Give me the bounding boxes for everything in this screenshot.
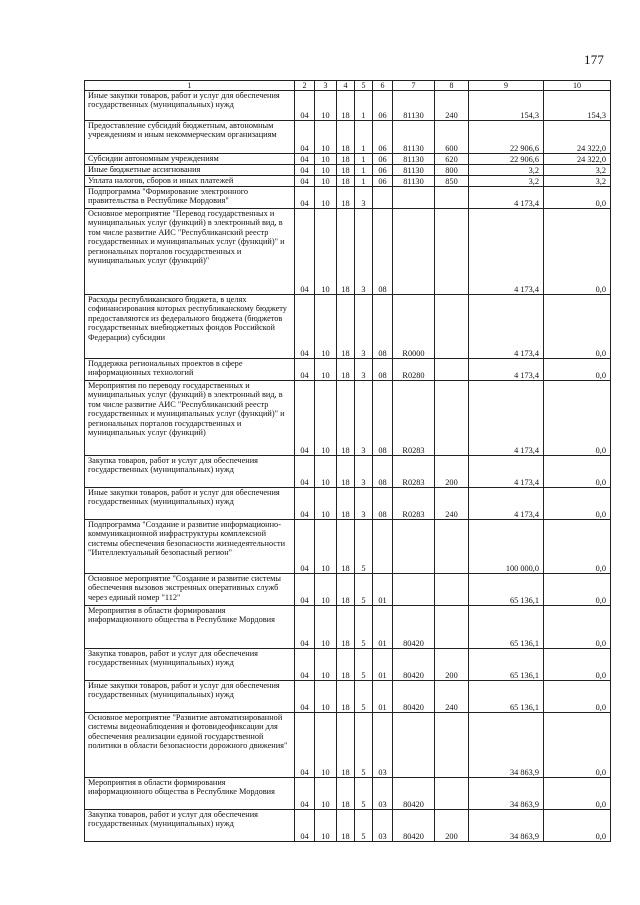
column-number: 3: [315, 81, 337, 91]
subsection-code: 10: [315, 187, 337, 209]
subprogram-code: 1: [355, 176, 373, 187]
direction-code: 81130: [393, 121, 435, 154]
activity-code: 01: [373, 681, 393, 713]
amount-year-2: 0,0: [544, 574, 611, 606]
program-code: 18: [337, 295, 355, 359]
section-code: 04: [295, 778, 315, 810]
direction-code: 81130: [393, 165, 435, 176]
section-code: 04: [295, 121, 315, 154]
activity-code: 01: [373, 574, 393, 606]
table-row: [85, 713, 611, 778]
column-number: 8: [435, 81, 469, 91]
direction-code: 80420: [393, 681, 435, 713]
section-code: 04: [295, 209, 315, 295]
subsection-code: 10: [315, 810, 337, 842]
subprogram-code: 1: [355, 121, 373, 154]
subsection-code: 10: [315, 456, 337, 488]
section-code: 04: [295, 681, 315, 713]
subsection-code: 10: [315, 91, 337, 121]
subsection-code: 10: [315, 154, 337, 165]
expense-name-cell: [85, 810, 295, 842]
expense-type-code: [435, 574, 469, 606]
expense-type-code: 600: [435, 121, 469, 154]
amount-year-1: 4 173,4: [469, 488, 544, 520]
subprogram-code: 5: [355, 574, 373, 606]
activity-code: 08: [373, 295, 393, 359]
subprogram-code: 3: [355, 359, 373, 381]
section-code: 04: [295, 606, 315, 649]
subsection-code: 10: [315, 778, 337, 810]
direction-code: [393, 209, 435, 295]
amount-year-2: 0,0: [544, 606, 611, 649]
amount-year-1: 4 173,4: [469, 187, 544, 209]
amount-year-1: 100 000,0: [469, 520, 544, 574]
program-code: 18: [337, 681, 355, 713]
column-number: 5: [355, 81, 373, 91]
section-code: 04: [295, 359, 315, 381]
activity-code: 08: [373, 359, 393, 381]
amount-year-2: 0,0: [544, 488, 611, 520]
table-row: [85, 520, 611, 574]
subprogram-code: 3: [355, 295, 373, 359]
expense-name-cell: [85, 574, 295, 606]
expense-name: Субсидии автономным учреждениям: [88, 154, 219, 163]
subprogram-code: 3: [355, 488, 373, 520]
amount-year-2: 3,2: [544, 165, 611, 176]
expense-name-cell: [85, 187, 295, 209]
direction-code: 80420: [393, 810, 435, 842]
section-code: 04: [295, 176, 315, 187]
direction-code: [393, 574, 435, 606]
activity-code: 06: [373, 154, 393, 165]
table-row: [85, 681, 611, 713]
expense-type-code: [435, 187, 469, 209]
amount-year-1: 34 863,9: [469, 713, 544, 778]
expense-type-code: [435, 381, 469, 456]
expense-name: Закупка товаров, работ и услуг для обеспечения государственных (муниципальных) нужд: [88, 810, 258, 829]
amount-year-1: 65 136,1: [469, 574, 544, 606]
expense-type-code: [435, 713, 469, 778]
table-row: [85, 165, 611, 176]
expense-type-code: [435, 209, 469, 295]
column-number-row: [85, 81, 611, 91]
section-code: 04: [295, 187, 315, 209]
amount-year-2: 0,0: [544, 681, 611, 713]
amount-year-1: 34 863,9: [469, 778, 544, 810]
expense-type-code: 200: [435, 810, 469, 842]
program-code: 18: [337, 359, 355, 381]
column-number: 9: [469, 81, 544, 91]
subprogram-code: 3: [355, 381, 373, 456]
expense-name: Основное мероприятие "Развитие автоматизированной системы видеонаблюдения и фотовидеофиксации для обеспечения реализации единой государственной политики в области безопасности дорожного движения": [88, 713, 288, 751]
subprogram-code: 5: [355, 606, 373, 649]
expense-name-cell: [85, 165, 295, 176]
table-row: [85, 154, 611, 165]
amount-year-1: 34 863,9: [469, 810, 544, 842]
expense-name: Мероприятия в области формирования информационного общества в Республике Мордовия: [88, 606, 275, 625]
subsection-code: 10: [315, 381, 337, 456]
section-code: 04: [295, 295, 315, 359]
expense-name: Иные закупки товаров, работ и услуг для обеспечения государственных (муниципальных) нужд: [88, 488, 280, 507]
amount-year-1: 4 173,4: [469, 295, 544, 359]
subsection-code: 10: [315, 649, 337, 681]
expense-name: Поддержка региональных проектов в сфере информационных технологий: [88, 359, 243, 378]
expense-name-cell: [85, 713, 295, 778]
subsection-code: 10: [315, 713, 337, 778]
column-number: 7: [393, 81, 435, 91]
program-code: 18: [337, 121, 355, 154]
expense-name-cell: [85, 154, 295, 165]
activity-code: 01: [373, 649, 393, 681]
amount-year-2: 3,2: [544, 176, 611, 187]
section-code: 04: [295, 488, 315, 520]
table-row: [85, 187, 611, 209]
expense-name-cell: [85, 488, 295, 520]
program-code: 18: [337, 488, 355, 520]
amount-year-2: 154,3: [544, 91, 611, 121]
table-row: [85, 810, 611, 842]
expense-type-code: [435, 359, 469, 381]
expense-type-code: 620: [435, 154, 469, 165]
subsection-code: 10: [315, 359, 337, 381]
column-number: 4: [337, 81, 355, 91]
amount-year-2: 0,0: [544, 295, 611, 359]
subsection-code: 10: [315, 606, 337, 649]
amount-year-2: 0,0: [544, 713, 611, 778]
section-code: 04: [295, 381, 315, 456]
expense-name: Расходы республиканского бюджета, в целях софинансирования которых республиканскому бюджету предоставляются из федерального бюджета (бюджетов государственных внебюджетных фондов Российской Федерации) субсидии: [88, 295, 287, 342]
activity-code: 03: [373, 713, 393, 778]
expense-name-cell: [85, 359, 295, 381]
expense-name-cell: [85, 176, 295, 187]
table-row: [85, 359, 611, 381]
direction-code: [393, 520, 435, 574]
expense-type-code: 200: [435, 649, 469, 681]
program-code: 18: [337, 154, 355, 165]
amount-year-1: 154,3: [469, 91, 544, 121]
table-body: [85, 91, 611, 842]
activity-code: [373, 187, 393, 209]
program-code: 18: [337, 165, 355, 176]
activity-code: 08: [373, 209, 393, 295]
activity-code: 06: [373, 91, 393, 121]
program-code: 18: [337, 778, 355, 810]
direction-code: [393, 187, 435, 209]
subprogram-code: 5: [355, 778, 373, 810]
subsection-code: 10: [315, 295, 337, 359]
expense-name: Иные бюджетные ассигнования: [88, 165, 201, 174]
table-row: [85, 606, 611, 649]
subprogram-code: 5: [355, 520, 373, 574]
program-code: 18: [337, 176, 355, 187]
section-code: 04: [295, 165, 315, 176]
amount-year-1: 4 173,4: [469, 456, 544, 488]
program-code: 18: [337, 606, 355, 649]
budget-table: [84, 80, 611, 842]
page-number: 177: [584, 52, 605, 67]
table-row: [85, 574, 611, 606]
table-row: [85, 91, 611, 121]
amount-year-2: 0,0: [544, 381, 611, 456]
expense-name: Закупка товаров, работ и услуг для обеспечения государственных (муниципальных) нужд: [88, 649, 258, 668]
section-code: 04: [295, 713, 315, 778]
direction-code: 80420: [393, 778, 435, 810]
subsection-code: 10: [315, 121, 337, 154]
subprogram-code: 5: [355, 810, 373, 842]
direction-code: R0283: [393, 381, 435, 456]
activity-code: 03: [373, 778, 393, 810]
expense-name: Подпрограмма "Создание и развитие информационно-коммуникационной инфраструктуры комплексной системы обеспечения безопасности жизнедеятельности "Интеллектуальный безопасный регион": [88, 520, 286, 558]
expense-name: Предоставление субсидий бюджетным, автономным учреждениям и иным некоммерческим организациям: [88, 121, 277, 140]
expense-type-code: [435, 520, 469, 574]
expense-name: Мероприятия по переводу государственных и муниципальных услуг (функций) в электронный вид, в том числе развитие АИС "Республиканский реестр государственных и муниципальных услуг (функций)" и региональных порталов государственных и муниципальных услуг (функций): [88, 381, 285, 438]
subprogram-code: 3: [355, 187, 373, 209]
subsection-code: 10: [315, 165, 337, 176]
section-code: 04: [295, 456, 315, 488]
column-number: 10: [544, 81, 611, 91]
expense-type-code: 800: [435, 165, 469, 176]
subprogram-code: 5: [355, 681, 373, 713]
table-row: [85, 778, 611, 810]
direction-code: [393, 713, 435, 778]
activity-code: 06: [373, 121, 393, 154]
expense-type-code: 200: [435, 456, 469, 488]
amount-year-2: 24 322,0: [544, 154, 611, 165]
direction-code: R0280: [393, 359, 435, 381]
program-code: 18: [337, 713, 355, 778]
expense-name-cell: [85, 91, 295, 121]
amount-year-2: 0,0: [544, 810, 611, 842]
program-code: 18: [337, 574, 355, 606]
expense-name: Иные закупки товаров, работ и услуг для обеспечения государственных (муниципальных) нужд: [88, 91, 280, 110]
subprogram-code: 1: [355, 154, 373, 165]
subprogram-code: 5: [355, 649, 373, 681]
subprogram-code: 1: [355, 165, 373, 176]
subprogram-code: 3: [355, 456, 373, 488]
activity-code: 08: [373, 456, 393, 488]
program-code: 18: [337, 649, 355, 681]
amount-year-1: 65 136,1: [469, 681, 544, 713]
activity-code: 08: [373, 381, 393, 456]
expense-name-cell: [85, 681, 295, 713]
amount-year-1: 3,2: [469, 165, 544, 176]
column-number: 2: [295, 81, 315, 91]
expense-name-cell: [85, 606, 295, 649]
expense-type-code: [435, 295, 469, 359]
expense-name-cell: [85, 649, 295, 681]
expense-type-code: 240: [435, 681, 469, 713]
expense-name: Закупка товаров, работ и услуг для обеспечения государственных (муниципальных) нужд: [88, 456, 258, 475]
section-code: 04: [295, 649, 315, 681]
expense-name-cell: [85, 520, 295, 574]
subsection-code: 10: [315, 681, 337, 713]
expense-name: Основное мероприятие "Перевод государственных и муниципальных услуг (функций) в электронный вид, в том числе развитие АИС "Республиканский реестр государственных и муниципальных услуг (функций)" и региональных порталов государственных и муниципальных услуг (функций)": [88, 209, 285, 266]
direction-code: 81130: [393, 176, 435, 187]
amount-year-2: 0,0: [544, 187, 611, 209]
amount-year-2: 0,0: [544, 520, 611, 574]
expense-name: Подпрограмма "Формирование электронного правительства в Республике Мордовия": [88, 187, 249, 206]
expense-type-code: 240: [435, 91, 469, 121]
table-row: [85, 121, 611, 154]
table-row: [85, 649, 611, 681]
amount-year-2: 0,0: [544, 649, 611, 681]
direction-code: R0000: [393, 295, 435, 359]
expense-name-cell: [85, 209, 295, 295]
expense-name: Иные закупки товаров, работ и услуг для обеспечения государственных (муниципальных) нужд: [88, 681, 280, 700]
table-row: [85, 381, 611, 456]
amount-year-2: 0,0: [544, 778, 611, 810]
amount-year-2: 0,0: [544, 209, 611, 295]
amount-year-1: 3,2: [469, 176, 544, 187]
section-code: 04: [295, 91, 315, 121]
table-row: [85, 176, 611, 187]
direction-code: 80420: [393, 649, 435, 681]
expense-type-code: [435, 778, 469, 810]
expense-name: Основное мероприятие "Создание и развитие системы обеспечения вызовов экстренных оперативных служб через единый номер "112": [88, 574, 282, 602]
program-code: 18: [337, 520, 355, 574]
expense-name-cell: [85, 456, 295, 488]
activity-code: 03: [373, 810, 393, 842]
amount-year-1: 65 136,1: [469, 649, 544, 681]
direction-code: R0283: [393, 456, 435, 488]
amount-year-1: 4 173,4: [469, 209, 544, 295]
column-number: 1: [85, 81, 295, 91]
activity-code: 08: [373, 488, 393, 520]
section-code: 04: [295, 154, 315, 165]
section-code: 04: [295, 810, 315, 842]
expense-name-cell: [85, 381, 295, 456]
program-code: 18: [337, 209, 355, 295]
expense-type-code: [435, 606, 469, 649]
subsection-code: 10: [315, 520, 337, 574]
amount-year-1: 4 173,4: [469, 359, 544, 381]
expense-name-cell: [85, 778, 295, 810]
amount-year-2: 0,0: [544, 359, 611, 381]
amount-year-1: 22 906,6: [469, 154, 544, 165]
amount-year-1: 65 136,1: [469, 606, 544, 649]
expense-type-code: 850: [435, 176, 469, 187]
direction-code: 81130: [393, 91, 435, 121]
subprogram-code: 5: [355, 713, 373, 778]
subsection-code: 10: [315, 209, 337, 295]
direction-code: R0283: [393, 488, 435, 520]
expense-name-cell: [85, 121, 295, 154]
activity-code: 01: [373, 606, 393, 649]
subsection-code: 10: [315, 574, 337, 606]
expense-name: Мероприятия в области формирования информационного общества в Республике Мордовия: [88, 778, 275, 797]
column-number: 6: [373, 81, 393, 91]
expense-name: Уплата налогов, сборов и иных платежей: [88, 176, 234, 185]
subsection-code: 10: [315, 488, 337, 520]
subprogram-code: 1: [355, 91, 373, 121]
amount-year-1: 4 173,4: [469, 381, 544, 456]
direction-code: 81130: [393, 154, 435, 165]
activity-code: 06: [373, 176, 393, 187]
program-code: 18: [337, 456, 355, 488]
program-code: 18: [337, 187, 355, 209]
expense-name-cell: [85, 295, 295, 359]
amount-year-2: 24 322,0: [544, 121, 611, 154]
direction-code: 80420: [393, 606, 435, 649]
table-row: [85, 488, 611, 520]
activity-code: 06: [373, 165, 393, 176]
amount-year-1: 22 906,6: [469, 121, 544, 154]
subsection-code: 10: [315, 176, 337, 187]
section-code: 04: [295, 574, 315, 606]
expense-type-code: 240: [435, 488, 469, 520]
section-code: 04: [295, 520, 315, 574]
amount-year-2: 0,0: [544, 456, 611, 488]
program-code: 18: [337, 381, 355, 456]
table-row: [85, 209, 611, 295]
table-row: [85, 456, 611, 488]
table-row: [85, 295, 611, 359]
program-code: 18: [337, 810, 355, 842]
activity-code: [373, 520, 393, 574]
program-code: 18: [337, 91, 355, 121]
subprogram-code: 3: [355, 209, 373, 295]
